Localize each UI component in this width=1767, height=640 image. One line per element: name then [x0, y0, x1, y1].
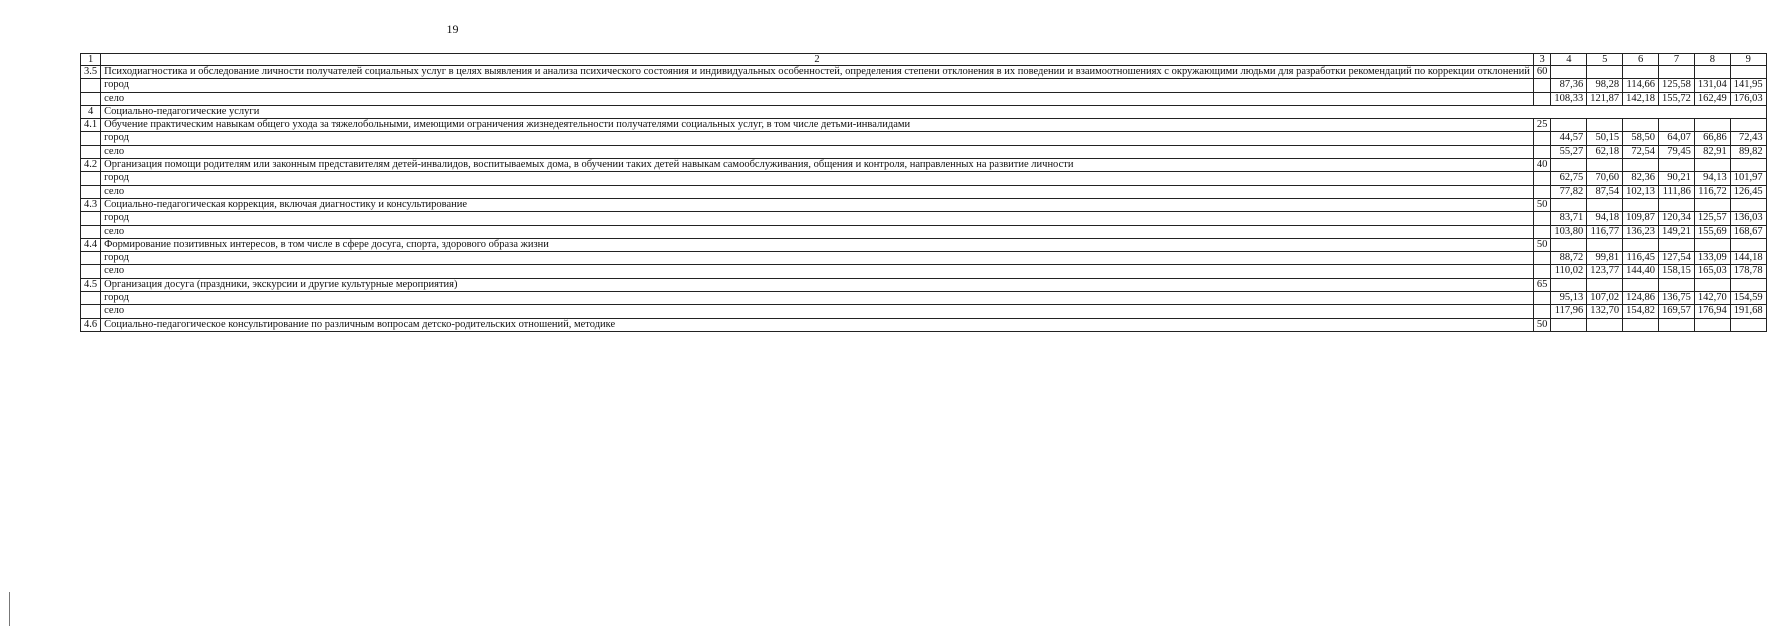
tariff-value: 99,81: [1587, 252, 1623, 265]
tariff-value: 109,87: [1623, 212, 1659, 225]
area-label: село: [101, 185, 1534, 198]
empty-value-cell: [1659, 66, 1695, 79]
area-label: село: [101, 145, 1534, 158]
empty-value-cell: [1694, 119, 1730, 132]
tariff-value: 136,75: [1659, 292, 1695, 305]
empty-number-cell: [81, 92, 101, 105]
empty-value-cell: [1659, 119, 1695, 132]
tariff-row: [81, 172, 1767, 185]
service-time: 25: [1533, 119, 1551, 132]
empty-number-cell: [81, 185, 101, 198]
tariff-value: 155,69: [1694, 225, 1730, 238]
tariff-table: [80, 53, 1767, 332]
tariff-value: 110,02: [1551, 265, 1587, 278]
header-cell: 9: [1730, 54, 1766, 66]
tariff-value: 90,21: [1659, 172, 1695, 185]
service-number: 4.2: [81, 159, 101, 172]
tariff-value: 124,86: [1623, 292, 1659, 305]
tariff-value: 58,50: [1623, 132, 1659, 145]
tariff-row: [81, 79, 1767, 92]
tariff-value: 95,13: [1551, 292, 1587, 305]
empty-value-cell: [1587, 238, 1623, 251]
tariff-value: 116,72: [1694, 185, 1730, 198]
empty-time-cell: [1533, 265, 1551, 278]
tariff-value: 154,82: [1623, 305, 1659, 318]
tariff-value: 77,82: [1551, 185, 1587, 198]
tariff-value: 44,57: [1551, 132, 1587, 145]
tariff-value: 125,57: [1694, 212, 1730, 225]
tariff-value: 70,60: [1587, 172, 1623, 185]
service-description: Организация помощи родителям или законным представителям детей-инвалидов, воспитываемых дома, в обучении таких детей навыкам самообслуживания, общения и контроля, направленных на развитие личности: [101, 159, 1534, 172]
header-cell: 8: [1694, 54, 1730, 66]
area-label: город: [101, 212, 1534, 225]
tariff-value: 127,54: [1659, 252, 1695, 265]
service-number: 4.5: [81, 278, 101, 291]
tariff-value: 125,58: [1659, 79, 1695, 92]
empty-value-cell: [1551, 66, 1587, 79]
tariff-value: 120,34: [1659, 212, 1695, 225]
empty-value-cell: [1587, 159, 1623, 172]
empty-value-cell: [1587, 318, 1623, 331]
tariff-value: 89,82: [1730, 145, 1766, 158]
service-number: 4.3: [81, 198, 101, 211]
empty-value-cell: [1694, 318, 1730, 331]
service-description: Психодиагностика и обследование личности получателей социальных услуг в целях выявления и анализа психического состояния и индивидуальных особенностей, определения степени отклонения в их поведении и взаимоотношениях с окружающими людьми для разработки рекомендаций по коррекции отклонений: [101, 66, 1534, 79]
empty-number-cell: [81, 145, 101, 158]
tariff-value: 169,57: [1659, 305, 1695, 318]
empty-value-cell: [1694, 238, 1730, 251]
tariff-value: 142,70: [1694, 292, 1730, 305]
empty-value-cell: [1551, 119, 1587, 132]
area-label: село: [101, 225, 1534, 238]
empty-number-cell: [81, 225, 101, 238]
empty-time-cell: [1533, 292, 1551, 305]
tariff-value: 102,13: [1623, 185, 1659, 198]
service-description: Социально-педагогическое консультирование по различным вопросам детско-родительских отношений, методике: [101, 318, 1534, 331]
service-row: [81, 159, 1767, 172]
empty-value-cell: [1659, 278, 1695, 291]
service-time: 40: [1533, 159, 1551, 172]
empty-value-cell: [1730, 66, 1766, 79]
header-cell: 3: [1533, 54, 1551, 66]
empty-time-cell: [1533, 79, 1551, 92]
tariff-value: 107,02: [1587, 292, 1623, 305]
empty-value-cell: [1694, 198, 1730, 211]
service-number: 4.6: [81, 318, 101, 331]
empty-value-cell: [1730, 119, 1766, 132]
tariff-value: 136,23: [1623, 225, 1659, 238]
service-time: 50: [1533, 198, 1551, 211]
empty-time-cell: [1533, 225, 1551, 238]
area-label: город: [101, 172, 1534, 185]
tariff-value: 101,97: [1730, 172, 1766, 185]
empty-value-cell: [1730, 159, 1766, 172]
tariff-value: 55,27: [1551, 145, 1587, 158]
empty-time-cell: [1533, 132, 1551, 145]
empty-value-cell: [1587, 119, 1623, 132]
empty-value-cell: [1730, 238, 1766, 251]
tariff-value: 79,45: [1659, 145, 1695, 158]
service-row: [81, 278, 1767, 291]
header-cell: 4: [1551, 54, 1587, 66]
tariff-row: [81, 185, 1767, 198]
empty-value-cell: [1623, 198, 1659, 211]
empty-time-cell: [1533, 252, 1551, 265]
page-number: 19: [446, 22, 459, 36]
empty-value-cell: [1730, 278, 1766, 291]
area-label: село: [101, 265, 1534, 278]
tariff-value: 178,78: [1730, 265, 1766, 278]
empty-value-cell: [1659, 318, 1695, 331]
tariff-row: [81, 265, 1767, 278]
tariff-row: [81, 305, 1767, 318]
tariff-value: 103,80: [1551, 225, 1587, 238]
empty-value-cell: [1659, 159, 1695, 172]
service-number: 3.5: [81, 66, 101, 79]
tariff-value: 131,04: [1694, 79, 1730, 92]
area-label: село: [101, 305, 1534, 318]
empty-value-cell: [1587, 66, 1623, 79]
service-number: 4.4: [81, 238, 101, 251]
tariff-value: 111,86: [1659, 185, 1695, 198]
empty-value-cell: [1694, 278, 1730, 291]
tariff-value: 154,59: [1730, 292, 1766, 305]
tariff-value: 136,03: [1730, 212, 1766, 225]
tariff-value: 117,96: [1551, 305, 1587, 318]
empty-value-cell: [1694, 159, 1730, 172]
empty-value-cell: [1551, 159, 1587, 172]
empty-time-cell: [1533, 172, 1551, 185]
area-label: город: [101, 132, 1534, 145]
tariff-value: 62,75: [1551, 172, 1587, 185]
service-row: [81, 119, 1767, 132]
tariff-value: 191,68: [1730, 305, 1766, 318]
tariff-row: [81, 212, 1767, 225]
tariff-value: 158,15: [1659, 265, 1695, 278]
empty-time-cell: [1533, 185, 1551, 198]
tariff-value: 144,18: [1730, 252, 1766, 265]
tariff-value: 142,18: [1623, 92, 1659, 105]
tariff-value: 94,18: [1587, 212, 1623, 225]
service-row: [81, 198, 1767, 211]
header-cell: 5: [1587, 54, 1623, 66]
service-time: 50: [1533, 238, 1551, 251]
header-row: [81, 54, 1767, 66]
scan-margin-line: [9, 592, 10, 626]
empty-number-cell: [81, 79, 101, 92]
tariff-value: 50,15: [1587, 132, 1623, 145]
tariff-row: [81, 225, 1767, 238]
service-time: 60: [1533, 66, 1551, 79]
empty-value-cell: [1623, 159, 1659, 172]
tariff-row: [81, 292, 1767, 305]
tariff-value: 108,33: [1551, 92, 1587, 105]
tariff-value: 168,67: [1730, 225, 1766, 238]
empty-number-cell: [81, 292, 101, 305]
empty-value-cell: [1587, 278, 1623, 291]
empty-value-cell: [1551, 278, 1587, 291]
section-number: 4: [81, 105, 101, 118]
tariff-value: 72,43: [1730, 132, 1766, 145]
area-label: село: [101, 92, 1534, 105]
tariff-value: 114,66: [1623, 79, 1659, 92]
tariff-value: 116,45: [1623, 252, 1659, 265]
header-cell: 6: [1623, 54, 1659, 66]
empty-number-cell: [81, 132, 101, 145]
tariff-value: 126,45: [1730, 185, 1766, 198]
service-description: Социально-педагогическая коррекция, включая диагностику и консультирование: [101, 198, 1534, 211]
tariff-row: [81, 132, 1767, 145]
empty-value-cell: [1623, 66, 1659, 79]
tariff-value: 64,07: [1659, 132, 1695, 145]
tariff-value: 165,03: [1694, 265, 1730, 278]
tariff-value: 176,03: [1730, 92, 1766, 105]
tariff-value: 88,72: [1551, 252, 1587, 265]
empty-value-cell: [1730, 198, 1766, 211]
service-description: Организация досуга (праздники, экскурсии и другие культурные мероприятия): [101, 278, 1534, 291]
tariff-value: 62,18: [1587, 145, 1623, 158]
empty-number-cell: [81, 265, 101, 278]
area-label: город: [101, 252, 1534, 265]
section-title: Социально-педагогические услуги: [101, 105, 1767, 118]
tariff-value: 176,94: [1694, 305, 1730, 318]
empty-value-cell: [1623, 318, 1659, 331]
table-body: [81, 54, 1767, 332]
service-time: 50: [1533, 318, 1551, 331]
tariff-value: 123,77: [1587, 265, 1623, 278]
service-description: Обучение практическим навыкам общего ухода за тяжелобольными, имеющими ограничения жизнедеятельности получателями социальных услуг, в том числе детьми-инвалидами: [101, 119, 1534, 132]
tariff-value: 72,54: [1623, 145, 1659, 158]
service-time: 65: [1533, 278, 1551, 291]
empty-value-cell: [1551, 198, 1587, 211]
tariff-row: [81, 92, 1767, 105]
tariff-value: 149,21: [1659, 225, 1695, 238]
tariff-value: 141,95: [1730, 79, 1766, 92]
tariff-value: 98,28: [1587, 79, 1623, 92]
tariff-value: 133,09: [1694, 252, 1730, 265]
empty-value-cell: [1694, 66, 1730, 79]
tariff-value: 116,77: [1587, 225, 1623, 238]
empty-number-cell: [81, 212, 101, 225]
section-row: [81, 105, 1767, 118]
empty-number-cell: [81, 252, 101, 265]
empty-time-cell: [1533, 212, 1551, 225]
empty-value-cell: [1659, 198, 1695, 211]
empty-value-cell: [1587, 198, 1623, 211]
area-label: город: [101, 79, 1534, 92]
tariff-value: 121,87: [1587, 92, 1623, 105]
empty-time-cell: [1533, 145, 1551, 158]
empty-value-cell: [1623, 278, 1659, 291]
service-row: [81, 318, 1767, 331]
tariff-value: 155,72: [1659, 92, 1695, 105]
empty-value-cell: [1623, 119, 1659, 132]
tariff-value: 132,70: [1587, 305, 1623, 318]
tariff-value: 162,49: [1694, 92, 1730, 105]
service-description: Формирование позитивных интересов, в том числе в сфере досуга, спорта, здорового образа жизни: [101, 238, 1534, 251]
service-number: 4.1: [81, 119, 101, 132]
tariff-value: 83,71: [1551, 212, 1587, 225]
empty-number-cell: [81, 305, 101, 318]
header-cell: 7: [1659, 54, 1695, 66]
tariff-value: 144,40: [1623, 265, 1659, 278]
empty-time-cell: [1533, 305, 1551, 318]
empty-time-cell: [1533, 92, 1551, 105]
tariff-row: [81, 145, 1767, 158]
tariff-value: 87,54: [1587, 185, 1623, 198]
tariff-value: 66,86: [1694, 132, 1730, 145]
tariff-value: 94,13: [1694, 172, 1730, 185]
tariff-row: [81, 252, 1767, 265]
tariff-value: 87,36: [1551, 79, 1587, 92]
empty-number-cell: [81, 172, 101, 185]
area-label: город: [101, 292, 1534, 305]
tariff-value: 82,91: [1694, 145, 1730, 158]
tariff-value: 82,36: [1623, 172, 1659, 185]
service-row: [81, 66, 1767, 79]
empty-value-cell: [1730, 318, 1766, 331]
empty-value-cell: [1659, 238, 1695, 251]
header-cell: 2: [101, 54, 1534, 66]
service-row: [81, 238, 1767, 251]
empty-value-cell: [1551, 238, 1587, 251]
header-cell: 1: [81, 54, 101, 66]
empty-value-cell: [1551, 318, 1587, 331]
empty-value-cell: [1623, 238, 1659, 251]
